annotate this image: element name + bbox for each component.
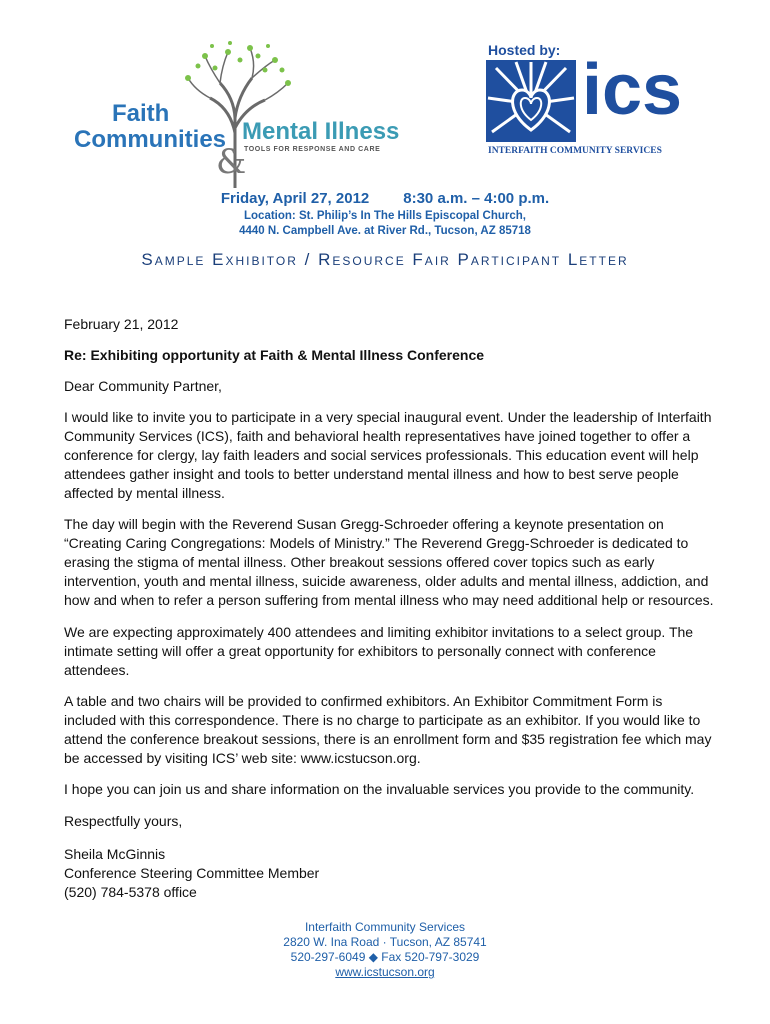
signature-phone: (520) 784-5378 office: [64, 884, 197, 900]
faith-mental-illness-logo: [70, 38, 410, 188]
signature-name: Sheila McGinnis: [64, 846, 166, 862]
paragraph-invitation: I would like to invite you to participate in a very special inaugural event. Under the leadership of Interfaith Community Services (ICS), faith and behavioral health representatives have joined together to offer a conference for clergy, lay faith leaders and social services professionals. This education event will help attendees gather insight and tools to better understand mental illness and how to best serve people affected by mental illness.: [64, 409, 712, 501]
paragraph-closing: I hope you can join us and share information on the invaluable services you provide to the community.: [64, 781, 695, 797]
paragraph-attendance: We are expecting approximately 400 attendees and limiting exhibitor invitations to a select group. The intimate setting will offer a great opportunity for exhibitors to personally connect with conference attendees.: [64, 624, 694, 678]
page-title: Sample Exhibitor / Resource Fair Participant Letter: [141, 250, 629, 269]
footer-web: [0, 965, 770, 980]
event-date-time: [0, 190, 770, 207]
logo-ampersand: &: [216, 142, 247, 182]
paragraph-logistics: A table and two chairs will be provided to confirmed exhibitors. An Exhibitor Commitment Form is included with this correspondence. There is no charge to participate as an exhibitor. If you would like to attend the conference breakout sessions, there is an enrollment form and $35 registration fee which may be accessed by visiting ICS’ web site: www.icstucson.org.: [64, 693, 712, 766]
signature-title: Conference Steering Committee Member: [64, 865, 320, 881]
paragraph-keynote: The day will begin with the Reverend Susan Gregg-Schroeder offering a keynote presentation on “Creating Caring Congregations: Models of Ministry.” The Reverend Gregg-Schroeder is dedicated to erasing the stigma of mental illness. Other breakout sessions offered cover topics such as early intervention, youth and mental illness, suicide awareness, older adults and mental illness, addiction, and how and when to refer a person suffering from mental illness who may need additional help or resources.: [64, 516, 714, 608]
ics-wordmark: ics: [582, 50, 683, 130]
footer-org: Interfaith Community Services: [304, 920, 466, 934]
letter-date: February 21, 2012: [64, 316, 179, 332]
letter-subject: Re: Exhibiting opportunity at Faith & Mental Illness Conference: [64, 347, 485, 363]
logo-text-faith: Faith: [112, 100, 170, 127]
event-time: 8:30 a.m. – 4:00 p.m.: [403, 190, 550, 207]
logo-text-mental-illness: Mental Illness: [242, 118, 400, 145]
logo-text-communities: Communities: [74, 126, 227, 153]
sunburst-heart-icon: [486, 60, 576, 142]
letter-closing: Respectfully yours,: [64, 813, 183, 829]
footer-address: 2820 W. Ina Road · Tucson, AZ 85741: [283, 935, 487, 949]
footer-phones: 520-297-6049 ◆ Fax 520-797-3029: [290, 950, 480, 964]
hosted-by-label: Hosted by:: [488, 42, 561, 58]
event-date: Friday, April 27, 2012: [220, 190, 370, 207]
event-address: 4440 N. Campbell Ave. at River Rd., Tucson, AZ 85718: [239, 225, 531, 237]
letter-salutation: Dear Community Partner,: [64, 378, 222, 394]
event-location: Location: St. Philip’s In The Hills Episcopal Church,: [244, 210, 526, 222]
ics-logo: [486, 42, 696, 162]
footer-website-link[interactable]: www.icstucson.org: [335, 965, 435, 979]
logo-tagline: TOOLS FOR RESPONSE AND CARE: [244, 146, 381, 153]
ics-org-name: INTERFAITH COMMUNITY SERVICES: [488, 146, 662, 156]
